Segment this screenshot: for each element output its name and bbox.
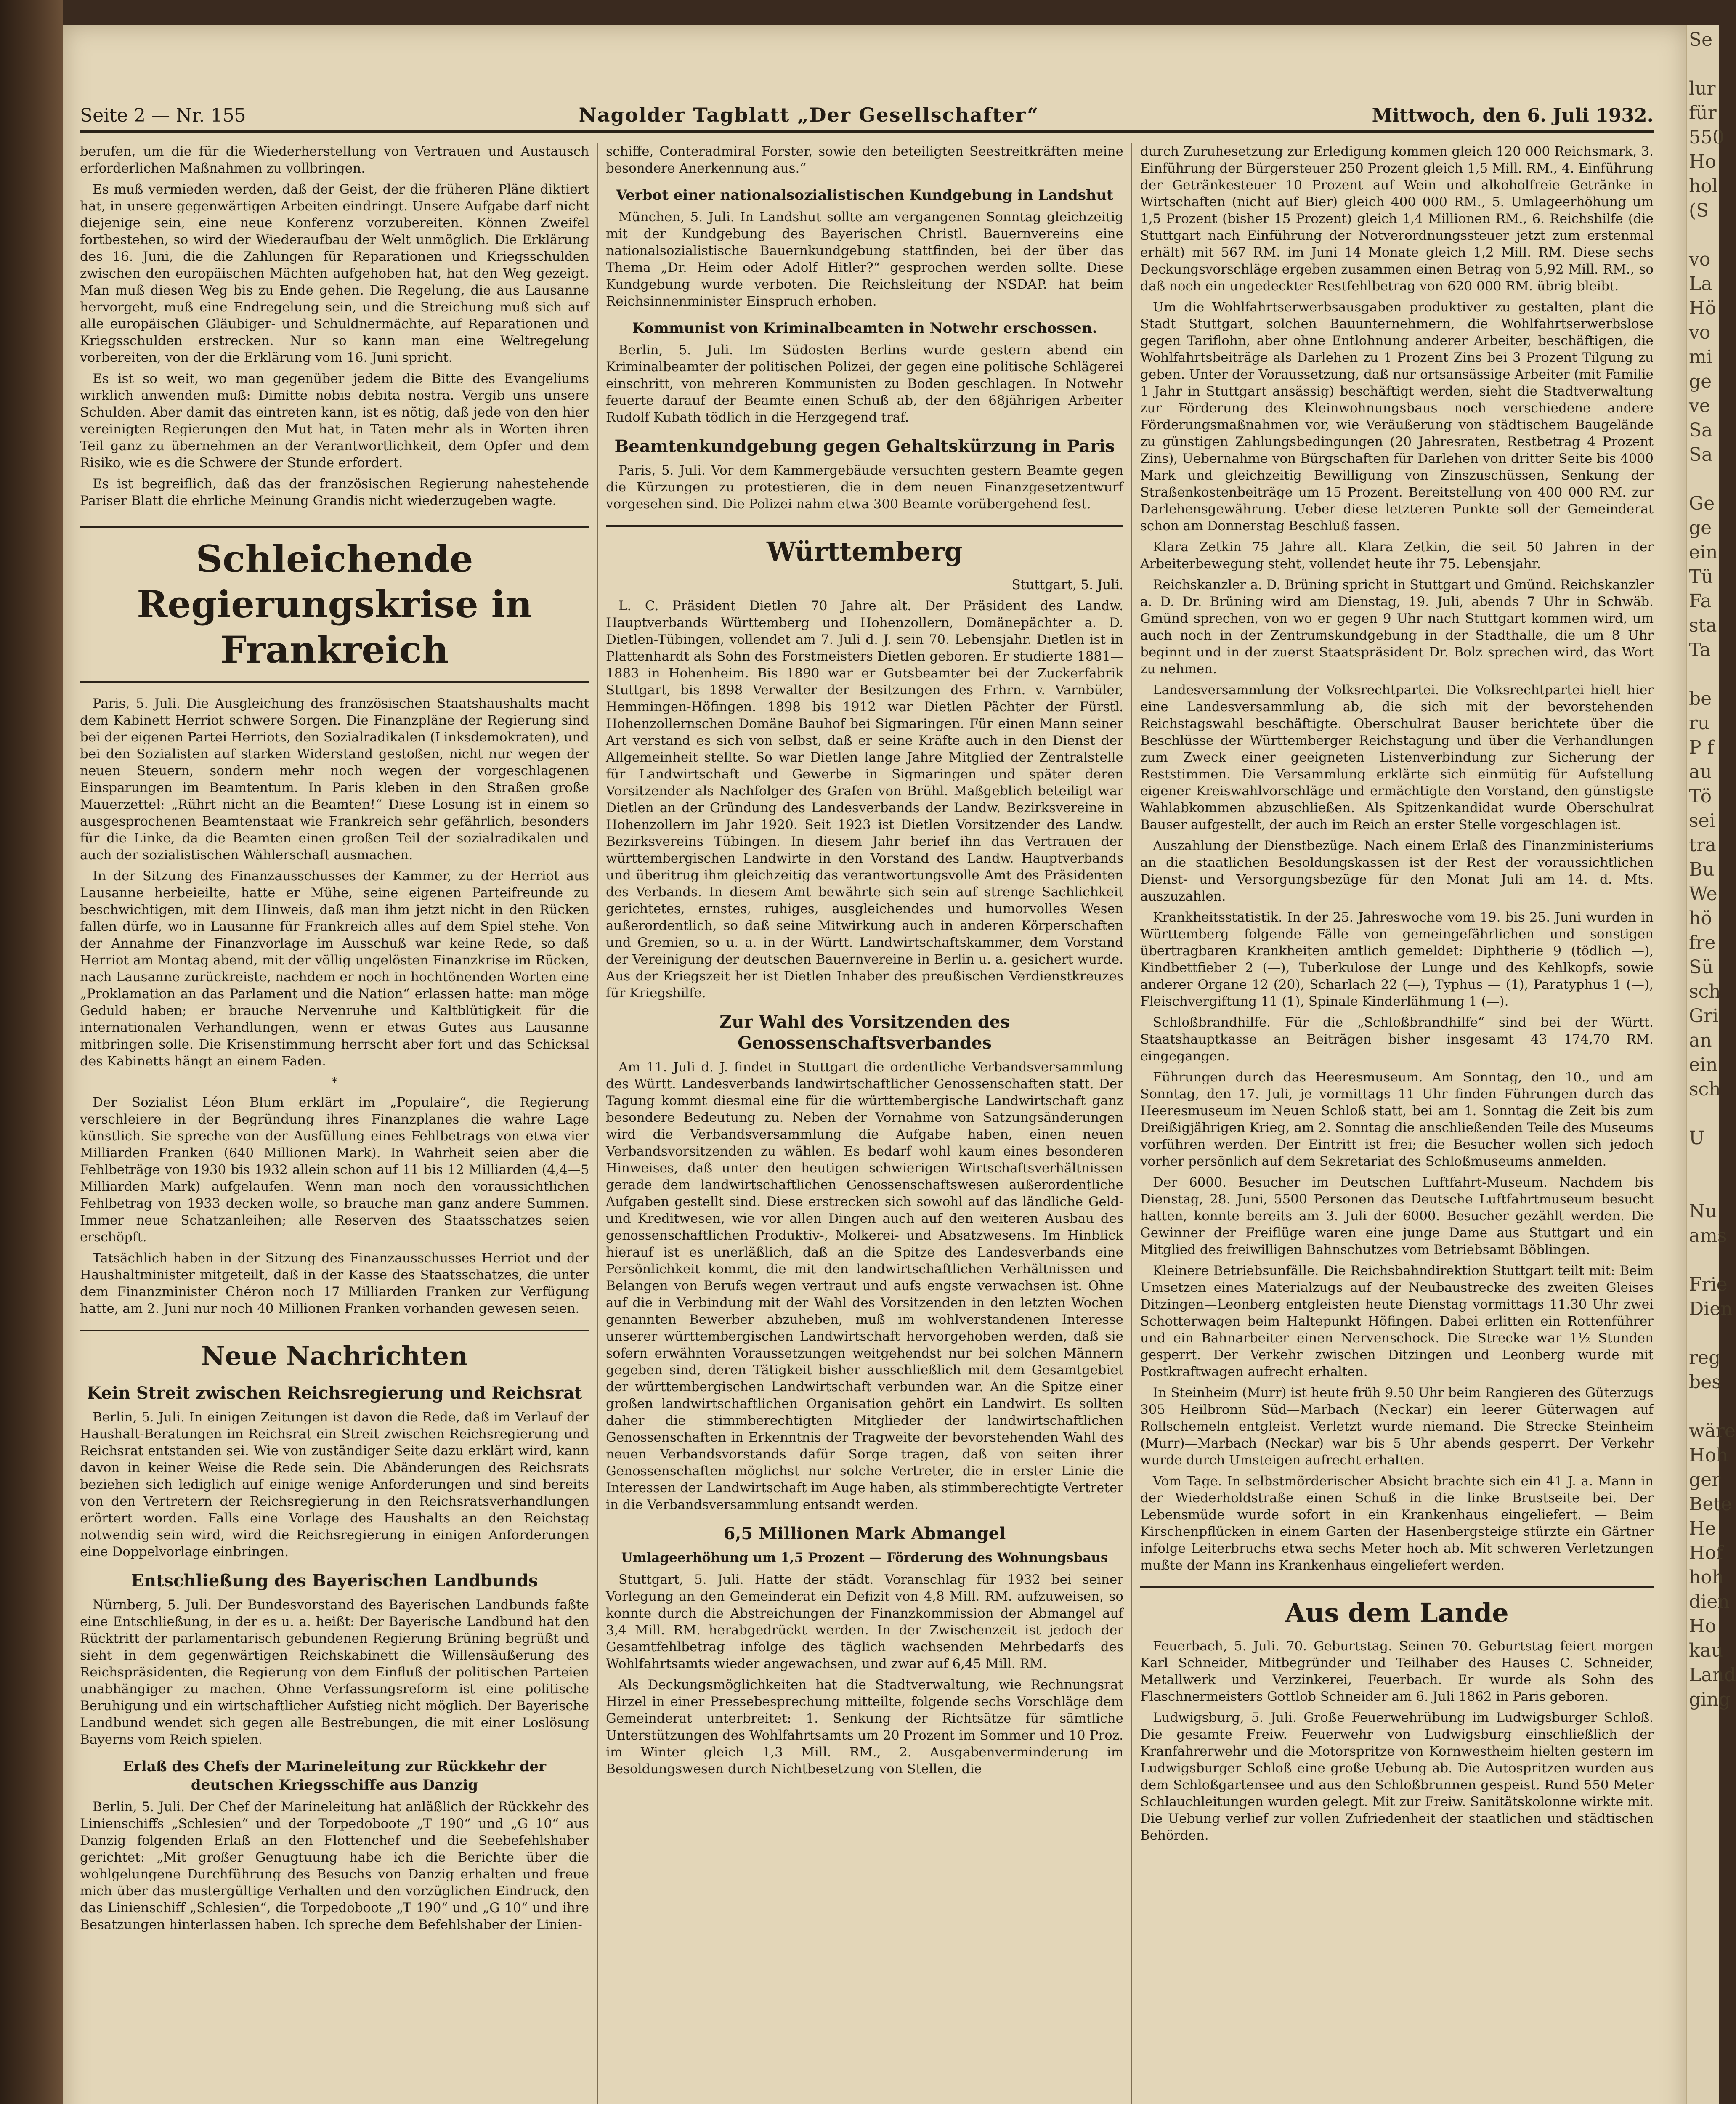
paragraph: Berlin, 5. Juli. Der Chef der Marineleitung hat anläßlich der Rückkehr des Linienschiffs „Schlesien“ und der Torpedoboote „T 190“ und „G 10“ aus Danzig folgenden Erlaß an den Flottenchef und die Seebefehlshaber gerichtet: „Mit großer Genugtuung habe ich die Berichte über die wohlgelungene Durchführung des Besuchs von Danzig erhalten und freue mich über das mustergültige Verhalten und den vorzüglichen Eindruck, den das Linienschiff „Schlesien“, die Torpedoboote „T 190“ und „G 10“ und ihre Besatzungen hinterlassen haben. Ich spreche dem Befehlshaber der Linien- — [80, 1799, 589, 1932]
paragraph: Ludwigsburg, 5. Juli. Große Feuerwehrübung im Ludwigsburger Schloß. Die gesamte Freiw. Feuerwehr von Ludwigsburg einschließlich der Kranfahrerwehr und die Motorspritze von Kornwestheim hielten gestern im Ludwigsburger Schloß eine große Uebung ab. Die Autospritzen wurden aus dem Schloßgartensee und aus den Schloßbrunnen gespeist. Rund 550 Meter Schlauchleitungen wurden gelegt. Mit zur Freiw. Sanitätskolonne wirkte mit. Die Uebung verlief zur vollen Zufriedenheit der staatlichen und städtischen Behörden. — [1140, 1710, 1654, 1843]
headline-kommunist: Kommunist von Kriminalbeamten in Notwehr erschossen. — [632, 320, 1097, 337]
book-binding — [0, 0, 63, 2104]
paragraph: durch Zuruhesetzung zur Erledigung kommen gleich 120 000 Reichsmark, 3. Einführung der Bürgersteuer 250 Prozent gleich 1,5 Mill. RM., 4. Einführung der Getränkesteuer 10 Prozent auf Wein und alkoholfreie Getränke in Wirtschaften (nicht auf Bier) gleich 400 000 RM., 5. Umlageerhöhung um 1,5 Prozent (bisher 15 Prozent) gleich 1,4 Millionen RM., 6. Reichshilfe (die Stuttgart nach Einführung der Notverordnungssteuer jetzt zum erstenmal erhält) mit 567 RM. im Juni 14 Monate gleich 1,2 Mill. RM. Diese sechs Deckungsvorschläge ergeben zusammen einen Betrag von 5,92 Mill. RM., so daß noch ein ungedeckter Restfehlbetrag von 620 000 RM. übrig bleibt. — [1140, 144, 1654, 294]
edge-line: sta — [1689, 615, 1717, 636]
headline-wahl: Zur Wahl des Vorsitzenden des Genossenschaftsverbandes — [719, 1012, 1010, 1053]
edge-line — [1689, 467, 1717, 491]
edge-line: ger — [1689, 1469, 1721, 1490]
edge-line: tra — [1689, 834, 1716, 856]
edge-line: hoh — [1689, 1567, 1724, 1588]
issue-date: Mittwoch, den 6. Juli 1932. — [1372, 105, 1654, 126]
paragraph: In der Sitzung des Finanzausschusses der Kammer, zu der Herriot aus Lausanne herbeieilte, hatte er Mühe, seine eigenen Parteifreunde zu beschwichtigen, mit dem Hinweis, daß man ihm jetzt nicht in den Rücken fallen dürfe, wo in Lausanne für Frankreich alles auf dem Spiel stehe. Von der Annahme der Finanzvorlage im Ausschuß war keine Rede, so daß Herriot am Montag abend, mit der völlig ungelösten Finanzkrise im Rücken, nach Lausanne zurückreiste, nachdem er noch in hochtönenden Worten eine „Proklamation an das Parlament und die Nation“ erlassen hatte: man möge Geduld haben; er brauche Nervenruhe und Kaltblütigkeit für die internationalen Verhandlungen, wenn er etwas Gutes aus Lausanne mitbringen solle. Die Krisenstimmung herrscht aber fort und das Schicksal des Kabinetts hängt an einem Faden. — [80, 869, 589, 1069]
edge-line: bes — [1689, 1371, 1721, 1393]
edge-line: wäre — [1689, 1420, 1736, 1442]
edge-line: He — [1689, 1518, 1716, 1539]
edge-line: ge — [1689, 371, 1712, 392]
edge-line: au — [1689, 761, 1712, 783]
newspaper-page — [63, 25, 1687, 2104]
edge-line — [1689, 1395, 1717, 1419]
edge-line: 550 — [1689, 127, 1724, 148]
paragraph: Als Deckungsmöglichkeiten hat die Stadtverwaltung, wie Rechnungsrat Hirzel in einer Pressebesprechung mitteilte, folgende sechs Vorschläge dem Gemeinderat unterbreitet: 1. Senkung der Richtsätze für sämtliche Unterstützungen des Wohlfahrtsamts um 20 Prozent im Sommer und 10 Proz. im Winter gleich 1,3 Mill. RM., 2. Ausgabenverminderung im Besoldungswesen durch Nichtbesetzung von Stellen, die — [606, 1677, 1123, 1777]
edge-line: mi — [1689, 346, 1712, 368]
edge-line — [1689, 662, 1717, 687]
next-page-edge — [1686, 25, 1736, 2104]
paragraph: L. C. Präsident Dietlen 70 Jahre alt. Der Präsident des Landw. Hauptverbands Württemberg und Hohenzollern, Domänepächter a. D. Dietlen-Tübingen, vollendet am 7. Juli d. J. sein 70. Lebensjahr. Dietlen ist in Plattenhardt als Sohn des Forstmeisters Dietlen geboren. Er studierte 1881—1883 in Hohenheim. Bis 1890 war er Gutsbeamter bei der Zuckerfabrik Stuttgart, bis 1898 Verwalter der Besitzungen des Frhrn. v. Varnbüler, Hemmingen-Höfingen. 1898 bis 1912 war Dietlen Pächter der Fürstl. Hohenzollernschen Domäne Bauhof bei Sigmaringen. Für einen Mann seiner Art verstand es sich von selbst, daß er seine Kräfte auch in den Dienst der Allgemeinheit stellte. So war Dietlen lange Jahre Mitglied der Zentralstelle für Landwirtschaft und Gewerbe in Sigmaringen und später deren Vorsitzender als Nachfolger des Grafen von Brühl. Maßgeblich beteiligt war Dietlen an der Gründung des Landesverbands der Landw. Bezirksvereine in Hohenzollern im Jahr 1920. Seit 1923 ist Dietlen Vorsitzender des Landw. Bezirksvereins Tübingen. In diesem Jahr berief ihn das Vertrauen der württembergischen Landwirte in den Vorstand des Landw. Hauptverbands und überitrug ihm gleichzeitig das verantwortungsvolle Amt des Präsidenten des Verbands. In diesem Amt bewährte sich sein auf strenge Sachlichkeit gerichtetes, ernstes, ruhiges, ausgleichendes und humorvolles Wesen außerordentlich, so daß seine Mitwirkung auch in anderen Körperschaften und Gremien, so u. a. in der Württ. Landwirtschaftskammer, dem Vorstand der Vereinigung der deutschen Bauernvereine in Berlin u. a. gesichert wurde. Aus der Kriegszeit her ist Dietlen Inhaber des preußischen Verdienstkreuzes für Kriegshilfe. — [606, 598, 1123, 1001]
edge-line: Hö — [1689, 298, 1716, 319]
column-rule — [1131, 143, 1132, 2104]
edge-line: Hoh — [1689, 1445, 1728, 1466]
paragraph: Paris, 5. Juli. Die Ausgleichung des französischen Staatshaushalts macht dem Kabinett Herriot schwere Sorgen. Die Finanzpläne der Regierung sind bei der eigenen Partei Herriots, den Sozialradikalen (Linksdemokraten), und bei den Sozialisten auf starken Widerstand gestoßen, nicht nur wegen der neuen Steuern, sondern mehr noch wegen der vorgeschlagenen Einsparungen im Beamtentum. In Paris kleben in den Straßen große Mauerzettel: „Rührt nicht an die Beamten!“ Diese Losung ist in einem so ausgesprochenen Beamtenstaat wie Frankreich sehr gefährlich, besonders für die Linke, da die Beamten einen großen Teil der sozialradikalen und auch der sozialistischen Wählerschaft ausmachen. — [80, 696, 589, 863]
edge-line — [1689, 1150, 1717, 1175]
edge-line: Sa — [1689, 420, 1713, 441]
subheadline-umlage: Umlageerhöhung um 1,5 Prozent — Förderung des Wohnungsbaus — [621, 1550, 1108, 1565]
column-rule — [597, 143, 598, 2104]
paragraph: Berlin, 5. Juli. In einigen Zeitungen ist davon die Rede, daß im Verlauf der Haushalt-Beratungen im Reichsrat ein Streit zwischen Reichsregierung und Reichsrat entstanden sei. Wie von zuständiger Seite dazu erklärt wird, kann davon in keiner Weise die Rede sein. Die Abänderungen des Reichsrats beziehen sich lediglich auf einige wenige Anforderungen und sind bereits von den Vertretern der Reichsregierung in den Reichsratsverhandlungen erörtert worden. Falls eine Vorlage des Haushalts an den Reichstag notwendig sein wird, wird die Reichsregierung in einigen Anforderungen eine Doppelvorlage einbringen. — [80, 1410, 589, 1559]
headline-neue-nachrichten: Neue Nachrichten — [80, 1330, 589, 1373]
edge-line — [1689, 1175, 1717, 1199]
edge-line: ge — [1689, 517, 1712, 539]
edge-line: Ho — [1689, 1615, 1716, 1637]
page-header — [80, 88, 1654, 133]
edge-line: (S — [1689, 200, 1709, 221]
edge-line: kau — [1689, 1640, 1723, 1661]
edge-line: La — [1689, 273, 1712, 295]
edge-line: Sa — [1689, 444, 1713, 465]
edge-line: Tü — [1689, 566, 1713, 587]
paragraph: Der Sozialist Léon Blum erklärt im „Populaire“, die Regierung verschleiere in der Begründung ihres Finanzplanes die wahre Lage künstlich. Sie spreche von der Ausfüllung eines Fehlbetrags von etwa vier Milliarden Franken (640 Millionen Mark). In Wahrheit seien aber die Fehlbeträge von 1930 bis 1932 allein schon auf 11 bis 12 Milliarden (4,4—5 Milliarden Mark) aufgelaufen. Wenn man noch den voraussichtlichen Fehlbetrag von 1933 decken wolle, so brauche man ganz andere Summen. Immer neue Schatzanleihen; alle Reserven des Staatsschatzes seien erschöpft. — [80, 1095, 589, 1245]
paragraph: Auszahlung der Dienstbezüge. Nach einem Erlaß des Finanzministeriums an die staatlichen Besoldungskassen ist der Rest der voraussichtlichen Dienst- und Versorgungsbezüge für den Monat Juli am 14. d. Mts. auszuzahlen. — [1140, 838, 1654, 904]
edge-line: an — [1689, 1030, 1712, 1051]
edge-line: ams — [1689, 1225, 1727, 1246]
edge-line: ging — [1689, 1689, 1731, 1710]
edge-line — [1689, 52, 1717, 77]
paragraph: Stuttgart, 5. Juli. Hatte der städt. Voranschlag für 1932 bei seiner Vorlegung an den Gemeinderat ein Defizit von 4,8 Mill. RM. aufzuweisen, so konnte durch die Abstreichungen der Finanzkommission der Abmangel auf 3,4 Mill. RM. herabgedrückt werden. In der Zwischenzeit ist jedoch der Gesamtfehlbetrag infolge des täglich wachsenden Mehrbedarfs des Wohlfahrtsamts wieder angewachsen, und zwar auf 6,45 Mill. RM. — [606, 1572, 1123, 1671]
edge-line: Bete — [1689, 1493, 1732, 1515]
headline-beamtenkundgebung: Beamtenkundgebung gegen Gehaltskürzung in Paris — [614, 436, 1115, 456]
paragraph: Es ist begreiflich, daß das der französischen Regierung nahestehende Pariser Blatt die ehrliche Meinung Grandis nicht wiederzugeben wagte. — [80, 476, 589, 508]
edge-fragments — [1687, 25, 1736, 1714]
edge-line: Land — [1689, 1664, 1736, 1686]
paragraph: Am 11. Juli d. J. findet in Stuttgart die ordentliche Verbandsversammlung des Württ. Landesverbands landwirtschaftlicher Genossenschaften statt. Der Tagung kommt diesmal eine für die württembergische Landwirtschaft ganz besondere Bedeutung zu. Neben der Vornahme von Satzungsänderungen wird die Verbandsversammlung die Aufgabe haben, einen neuen Verbandsvorsitzenden zu wählen. Es bedarf wohl kaum eines besonderen Hinweises, daß unter den heutigen schwierigen Wirtschaftsverhältnissen gerade dem landwirtschaftlichen Genossenschaftswesen außerordentliche Aufgaben gestellt sind. Diese erstrecken sich sowohl auf das ländliche Geld- und Kreditwesen, wie vor allen Dingen auch auf den weiteren Ausbau des genossenschaftlichen Produktiv-, Molkerei- und Absatzwesens. Im Hinblick hierauf ist es unerläßlich, daß an die Spitze des Landesverbands eine Persönlichkeit kommt, die mit den landwirtschaftlichen Verhältnissen und Belangen von Berufs wegen vertraut und aufs engste verwachsen ist. Ohne auf die in Verbindung mit der Wahl des Vorsitzenden in den letzten Wochen genannten Bewerber abzuheben, muß im wohlverstandenen Interesse unserer württembergischen Landwirtschaft hervorgehoben werden, daß sie sofern erwähnten Voraussetzungen weitgehendst nur bei solchen Männern gegeben sind, deren Tätigkeit bisher ausschließlich mit dem Gesamtgebiet der württembergischen Landwirtschaft verbunden war. An die Spitze einer großen landwirtschaftlichen Organisation gehört ein Landwirt. Es sollten daher die stimmberechtigten Mitglieder der landwirtschaftlichen Genossenschaften in Erkenntnis der Tragweite der bevorstehenden Wahl des neuen Verbandsvorstands dafür Sorge tragen, daß von seiten ihrer Genossenschaften möglichst nur solche Vertreter, die in erster Linie die Interessen der Landwirtschaft im Auge haben, als stimmberechtigte Vertreter in die Verbandsversammlung entsandt werden. — [606, 1060, 1123, 1512]
separator-star: * — [331, 1075, 338, 1090]
paragraph: berufen, um die für die Wiederherstellung von Vertrauen und Austausch erforderlichen Maßnahmen zu vollbringen. — [80, 144, 589, 176]
headline-abmangel: 6,5 Millionen Mark Abmangel — [723, 1524, 1006, 1543]
paragraph: Es ist so weit, wo man gegenüber jedem die Bitte des Evangeliums wirklich anwenden muß: Dimitte nobis debita nostra. Vergib uns unsere Schulden. Aber damit das eintreten kann, ist es nötig, daß jede von den hier vereinigten Regierungen den Mut hat, in Taten mehr als in Worten ihren Teil ganz zu übernehmen an der Verantwortlichkeit, dem Opfer und dem Risiko, wie es die Schwere der Stunde erfordert. — [80, 371, 589, 470]
headline-marine: Erlaß des Chefs der Marineleitung zur Rückkehr der deutschen Kriegsschiffe aus Danzig — [122, 1758, 547, 1793]
edge-line — [1689, 1102, 1717, 1126]
paragraph: Vom Tage. In selbstmörderischer Absicht brachte sich ein 41 J. a. Mann in der Wiederholdstraße einen Schuß in die linke Brustseite bei. Der Lebensmüde wurde sofort in ein Krankenhaus eingeliefert. — Beim Kirschenpflücken in einem Garten der Hasenbergsteige stürzte ein Gärtner infolge Leiterbruchs etwa sechs Meter hoch ab. Mit schweren Verletzungen mußte der Mann ins Krankenhaus eingeliefert werden. — [1140, 1474, 1654, 1573]
edge-line: reg — [1689, 1347, 1721, 1368]
edge-line: ve — [1689, 395, 1710, 417]
edge-line: be — [1689, 688, 1712, 709]
edge-line: Ge — [1689, 493, 1715, 514]
paragraph: Reichskanzler a. D. Brüning spricht in Stuttgart und Gmünd. Reichskanzler a. D. Dr. Brüning wird am Dienstag, 19. Juli, abends 7 Uhr in Schwäb. Gmünd sprechen, von wo er gegen 9 Uhr nach Stuttgart kommen wird, um auch noch in der Zentrumskundgebung in der Stadthalle, die um 8 Uhr beginnt und in der zuerst Staatspräsident Dr. Bolz sprechen wird, das Wort zu nehmen. — [1140, 577, 1654, 677]
edge-line — [1689, 223, 1717, 247]
edge-line: P f — [1689, 737, 1714, 758]
headline-landbund: Entschließung des Bayerischen Landbunds — [131, 1571, 538, 1591]
edge-line: Sü — [1689, 956, 1714, 978]
edge-line: Tö — [1689, 786, 1712, 807]
edge-line: vo — [1689, 249, 1711, 270]
edge-line — [1689, 1248, 1717, 1272]
edge-line: Frie — [1689, 1274, 1728, 1295]
headline-wuerttemberg: Württemberg — [606, 525, 1123, 568]
paragraph: Paris, 5. Juli. Vor dem Kammergebäude versuchten gestern Beamte gegen die Kürzungen zu protestieren, die in dem neuen Finanzgesetzentwurf vorgesehen sind. Die Polizei nahm etwa 300 Beamte vorübergehend fest. — [606, 463, 1123, 512]
paragraph: Schloßbrandhilfe. Für die „Schloßbrandhilfe“ sind bei der Württ. Staatshauptkasse an Beiträgen bisher insgesamt 43 174,70 RM. eingegangen. — [1140, 1015, 1654, 1064]
paragraph: Kleinere Betriebsunfälle. Die Reichsbahndirektion Stuttgart teilt mit: Beim Umsetzen eines Materialzugs auf der Neubaustrecke des zweiten Gleises Ditzingen—Leonberg entgleisten heute Dienstag vormittags 11.30 Uhr zwei Schotterwagen beim Haltepunkt Höfingen. Dabei erlitten ein Rottenführer und ein Bahnarbeiter einen Nervenschock. Die Strecke war 1½ Stunden gesperrt. Der Verkehr zwischen Ditzingen und Leonberg wurde mit Postkraftwagen aufrecht erhalten. — [1140, 1263, 1654, 1379]
edge-line: sch — [1689, 981, 1721, 1002]
edge-line: Ho — [1689, 151, 1716, 173]
edge-line: Fa — [1689, 590, 1712, 612]
edge-line — [1689, 1321, 1717, 1346]
paper-title: Nagolder Tagblatt „Der Gesellschafter“ — [579, 104, 1039, 126]
edge-line: vo — [1689, 322, 1711, 343]
edge-line: für — [1689, 102, 1717, 124]
edge-line: dien — [1689, 1591, 1730, 1613]
headline-verbot: Verbot einer nationalsozialistischen Kundgebung in Landshut — [616, 187, 1113, 204]
edge-line: lur — [1689, 78, 1716, 99]
edge-line: Se — [1689, 29, 1713, 50]
paragraph: Der 6000. Besucher im Deutschen Luftfahrt-Museum. Nachdem bis Dienstag, 28. Juni, 5500 Personen das Deutsche Luftfahrtmuseum besucht hatten, konnte bereits am 3. Juli der 6000. Besucher gezählt werden. Die Gewinner der Freiflüge waren eine junge Dame aus Stuttgart und ein Mitglied des freiwilligen Bahnschutzes vom Betriebsamt Böblingen. — [1140, 1175, 1654, 1257]
column-1 — [80, 143, 589, 2104]
edge-line: ru — [1689, 712, 1710, 734]
paragraph: München, 5. Juli. In Landshut sollte am vergangenen Sonntag gleichzeitig mit der Kundgebung des Bayerischen Christl. Bauernvereins eine nationalsozialistische Bauernkundgebung stattfinden, bei der über das Thema „Dr. Heim oder Adolf Hitler?“ gesprochen werden sollte. Diese Kundgebung wurde verboten. Die Reichsleitung der NSDAP. hat beim Reichsinnenminister Einspruch erhoben. — [606, 210, 1123, 309]
paragraph: Führungen durch das Heeresmuseum. Am Sonntag, den 10., und am Sonntag, den 17. Juli, je vormittags 11 Uhr finden Führungen durch das Heeresmuseum im Neuen Schloß statt, bei am 1. Sonntag die Zeit bis zum Dreißigjährigen Krieg, am 2. Sonntag die anschließenden Teile des Museums vorführen werden. Der Eintritt ist frei; die Besucher wollen sich jedoch vorher persönlich auf dem Sekretariat des Schloßmuseums anmelden. — [1140, 1070, 1654, 1169]
dateline: Stuttgart, 5. Juli. — [1011, 577, 1123, 592]
edge-line: ein — [1689, 542, 1718, 563]
paragraph: Um die Wohlfahrtserwerbsausgaben produktiver zu gestalten, plant die Stadt Stuttgart, solchen Bauunternehmern, die Wohlfahrtserwerbslose gegen Tariflohn, aber ohne Entlohnung anderer Arbeiter, beschäftigen, die Wohlfahrtsbeiträge als Darlehen zu 1 Prozent Zins bei 3 Prozent Tilgung zu geben. Unter der Voraussetzung, daß nur ortsansässige Arbeiter (mit Familie 1 Jahr in Stuttgart ansässig) beschäftigt werden, sieht die Stadtverwaltung zur Förderung des Kleinwohnungsbaus noch verschiedene andere Förderungsmaßnahmen vor, wie Veräußerung von städtischem Baugelände zu günstigen Zahlungsbedingungen (20 Jahresraten, Restbetrag 4 Prozent Zins), Uebernahme von Bürgschaften für Darlehen von dritter Seite bis 4000 Mark und gleichzeitig Bewilligung von Zinszuschüssen, Senkung der Straßenkostenbeiträge um 15 Prozent. Bereitstellung von 400 000 RM. zur Darlehensgewährung. Ueber diese letzteren Punkte soll der Gemeinderat schon am Donnerstag Beschluß fassen. — [1140, 300, 1654, 534]
edge-line: ein — [1689, 1054, 1718, 1076]
edge-line: Dien — [1689, 1298, 1733, 1320]
paragraph: In Steinheim (Murr) ist heute früh 9.50 Uhr beim Rangieren des Güterzugs 305 Heilbronn Süd—Marbach (Neckar) ein leerer Güterwagen auf Rollschemeln entgleist. Verletzt wurde niemand. Die Strecke Steinheim (Murr)—Marbach (Neckar) war bis 5 Uhr abends gesperrt. Der Verkehr wurde durch Umsteigen aufrecht erhalten. — [1140, 1385, 1654, 1468]
edge-line: U — [1689, 1127, 1705, 1149]
paragraph: Krankheitsstatistik. In der 25. Jahreswoche vom 19. bis 25. Juni wurden in Württemberg folgende Fälle von gemeingefährlichen und sonstigen übertragbaren Krankheiten amtlich gemeldet: Diphtherie 9 (tödlich —), Kindbettfieber 2 (—), Tuberkulose der Lunge und des Kehlkopfs, sowie anderer Organe 12 (20), Scharlach 22 (—), Typhus — (1), Paratyphus 1 (—), Fleischvergiftung 11 (1), Spinale Kinderlähmung 1 (—). — [1140, 910, 1654, 1009]
paragraph: Feuerbach, 5. Juli. 70. Geburtstag. Seinen 70. Geburtstag feiert morgen Karl Schneider, Mitbegründer und Teilhaber des Hauses C. Schneider, Metallwerk und Verzinkerei, Feuerbach. Er wurde als Sohn des Flaschnermeisters Gottlob Schneider am 6. Juli 1862 in Paris geboren. — [1140, 1639, 1654, 1704]
edge-line: sch — [1689, 1079, 1721, 1100]
edge-line: Ta — [1689, 639, 1711, 661]
column-2 — [606, 143, 1123, 2104]
edge-line: sei — [1689, 810, 1715, 832]
edge-line: hol — [1689, 175, 1718, 197]
paragraph: Es muß vermieden werden, daß der Geist, der die früheren Pläne diktiert hat, in unsere gegenwärtigen Arbeiten eindringt. Unsere Aufgabe darf nicht diejenige sein, eine neue Konferenz vorzubereiten. Können Zweifel fortbestehen, so wird der Wiederaufbau der Welt unmöglich. Die Erklärung des 16. Juni, die die Zahlungen für Reparationen und Kriegsschulden zwischen den europäischen Mächten aufgehoben hat, hat den Weg gezeigt. Man muß diesen Weg bis zu Ende gehen. Die Regelung, die aus Lausanne hervorgeht, muß eine Endregelung sein, und die Streichung muß sich auf alle europäischen Gläubiger- und Schuldnermächte, auf Reparationen und Kriegsschulden erstrecken. Nur so kann man eine Weltregelung vorbereiten, von der die Erklärung vom 16. Juni spricht. — [80, 182, 589, 365]
paragraph: Berlin, 5. Juli. Im Südosten Berlins wurde gestern abend ein Kriminalbeamter der politischen Polizei, der gegen eine politische Schlägerei einschritt, von mehreren Kommunisten zu Boden geschlagen. In Notwehr feuerte darauf der Beamte einen Schuß ab, der den 68jährigen Arbeiter Rudolf Kubath tödlich in die Herzgegend traf. — [606, 343, 1123, 425]
edge-line: We — [1689, 883, 1717, 905]
edge-line: hö — [1689, 908, 1712, 929]
edge-line: Gri — [1689, 1005, 1719, 1027]
paragraph: schiffe, Conteradmiral Forster, sowie den beteiligten Seestreitkräften meine besondere Anerkennung aus.“ — [606, 144, 1123, 176]
headline-regierungskrise: Schleichende Regierungskrise in Frankreich — [80, 526, 589, 683]
paragraph: Nürnberg, 5. Juli. Der Bundesvorstand des Bayerischen Landbunds faßte eine Entschließung, in der es u. a. heißt: Der Bayerische Landbund hat den Rücktritt der parlamentarisch gebundenen Regierung Brüning begrüßt und sieht in dem gegenwärtigen Reichskabinett die Willensäußerung des Reichspräsidenten, die Regierung von dem Einfluß der politischen Parteien unabhängiger zu machen. Ohne Verfassungsreform ist eine politische Beruhigung und ein wirtschaftlicher Aufstieg nicht möglich. Der Bayerische Landbund wendet sich gegen alle Bestrebungen, die mit einer Loslösung Bayerns vom Reich spielen. — [80, 1597, 589, 1747]
column-3 — [1140, 143, 1654, 2104]
paragraph: Klara Zetkin 75 Jahre alt. Klara Zetkin, die seit 50 Jahren in der Arbeiterbewegung steht, vollendet heute ihr 75. Lebensjahr. — [1140, 539, 1654, 571]
edge-line: Bu — [1689, 859, 1715, 880]
headline-reichsrat: Kein Streit zwischen Reichsregierung und Reichsrat — [87, 1383, 582, 1403]
edge-line: fre — [1689, 932, 1716, 954]
edge-line: Nu — [1689, 1201, 1717, 1222]
paragraph: Tatsächlich haben in der Sitzung des Finanzausschusses Herriot und der Haushaltminister mitgeteilt, daß in der Kasse des Staatsschatzes, die unter dem Finanzminister Chéron noch 17 Milliarden Franken zur Verfügung hatte, am 2. Juni nur noch 40 Millionen Franken vorhanden gewesen seien. — [80, 1251, 589, 1316]
edge-line: Hof — [1689, 1542, 1723, 1564]
headline-aus-dem-lande: Aus dem Lande — [1140, 1586, 1654, 1629]
page-number: Seite 2 — Nr. 155 — [80, 105, 246, 126]
paragraph: Landesversammlung der Volksrechtpartei. Die Volksrechtpartei hielt hier eine Landesversammlung ab, die sich mit der bevorstehenden Reichstagswahl beschäftigte. Oberschulrat Bauser berichtete über die Beschlüsse der Württemberger Reichstagung und über die Verhandlungen zum Zweck einer geeigneten Listenverbindung zur Sicherung der Reststimmen. Die Versammlung erklärte sich einmütig für Aufstellung eigener Kreiswahlvorschläge und ermächtigte den Vorstand, den günstigste Wahlabkommen abzuschließen. Als Spitzenkandidat wurde Oberschulrat Bauser aufgestellt, der auch im Reich an erster Stelle vorgeschlagen ist. — [1140, 683, 1654, 832]
